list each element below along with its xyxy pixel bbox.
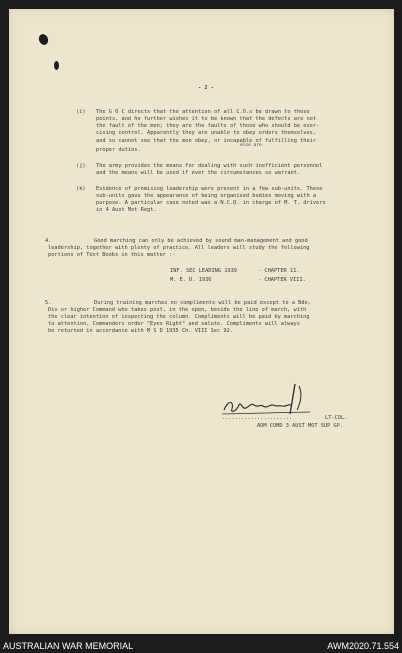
punch-hole-mark [54, 61, 59, 70]
signature-appointment: ADM COMD 3 AUST MOT SUP GP. [257, 423, 344, 429]
section-line: Good marching can only be achieved by sound man-management and good [94, 238, 308, 244]
para-label: (i) [76, 109, 86, 115]
para-label: (k) [76, 186, 86, 192]
footer-item-id: AWM2020.71.554 [327, 641, 399, 651]
para-line: points, and he further wishes it to be known that the defects are not [96, 116, 317, 122]
section-number: 4. [45, 238, 52, 244]
section-line: During training marches no compliments will be paid except to a Bde, [94, 300, 311, 306]
para-label: (j) [76, 163, 86, 169]
para-line: The army provides the means for dealing with such inefficient personnel [96, 163, 323, 169]
reference-book: M. E. D. 1936 [170, 277, 212, 283]
para-line: Evidence of promising leadership were present in a few sub-units. These [96, 186, 323, 192]
para-line: in 4 Aust Mot Regt. [96, 207, 157, 213]
para-line: proper duties. [96, 147, 141, 153]
para-line: and so cannot see that the men obey, or incapable of fulfilling their [96, 138, 317, 144]
archive-footer [0, 636, 402, 653]
para-line: sub-units gave the appearance of being organised bodies moving with a [96, 193, 317, 199]
para-line: and the means will be used if ever the circumstances so warrant. [96, 170, 301, 176]
section-line: portions of Text Books in this matter :- [48, 252, 176, 258]
section-line: the clear intention of inspecting the column. Compliments will be paid by marching [48, 314, 310, 320]
reference-chapter: - CHAPTER 11. [258, 268, 300, 274]
footer-source-label: AUSTRALIAN WAR MEMORIAL [3, 641, 134, 651]
handwritten-insertion: else are [240, 143, 262, 148]
section-number: 5. [45, 300, 52, 306]
section-line: leadership, together with plenty of practice. All leaders will study the following [48, 245, 310, 251]
reference-chapter: - CHAPTER VIII. [258, 277, 306, 283]
para-line: The G O C directs that the attention of all C.O.s be drawn to these [96, 109, 310, 115]
signature-dots: ...................... [222, 415, 293, 421]
signature-rank: LT-COL. [325, 415, 348, 421]
reference-book: INF. SEC LEADING 1939 [170, 268, 237, 274]
punch-hole-mark [37, 33, 50, 47]
handwritten-signature [220, 380, 320, 420]
para-line: purpose. A particular case noted was a N.C.O. in charge of M. T. drivers [96, 200, 326, 206]
page-number: - 2 - [198, 85, 214, 91]
section-line: to attention, Commanders order "Eyes Right" and salute. Compliments will always [48, 321, 300, 327]
para-line: the fault of the men; they are the faults of those who should be exer- [96, 123, 320, 129]
section-line: be returned in accordance with M S D 1935 Ch. VIII Sec 92. [48, 328, 233, 334]
section-line: Div or higher Command who takes post, in the open, beside the line of march, with [48, 307, 307, 313]
para-line: cising control. Apparently they are unable to obey orders themselves, [96, 130, 317, 136]
